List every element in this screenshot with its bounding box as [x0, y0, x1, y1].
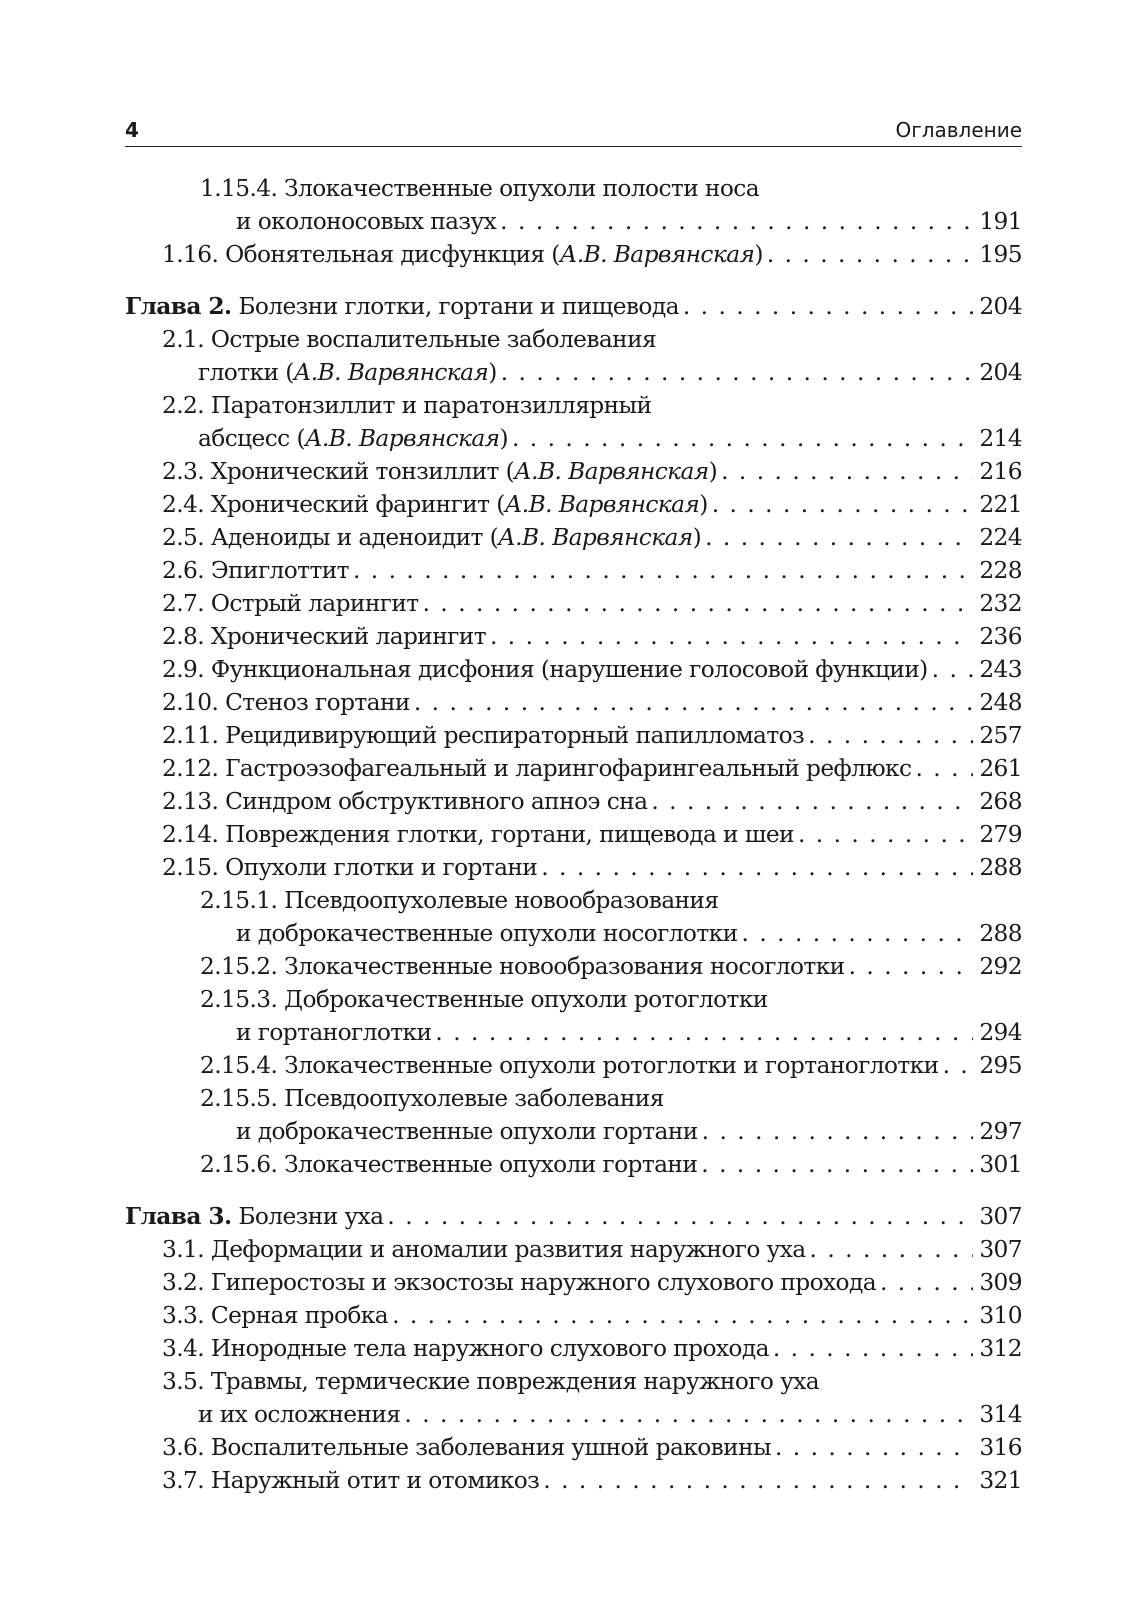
toc-page-number: 297	[979, 1118, 1022, 1145]
toc-entry-title: и гортаноглотки	[236, 1019, 432, 1046]
toc-entry-author: А.В. Варвянская	[293, 359, 489, 386]
dot-leader	[541, 851, 973, 884]
toc-entry-text	[162, 1266, 876, 1299]
dot-leader	[490, 620, 973, 653]
toc-entry-text	[198, 1398, 400, 1431]
dot-leader	[705, 521, 973, 554]
dot-leader	[712, 488, 974, 521]
toc-entry-title: 2.10. Стеноз гортани	[162, 689, 410, 716]
dot-leader	[512, 422, 973, 455]
toc-entry-text	[236, 917, 738, 950]
toc-page-number: 224	[979, 524, 1022, 551]
toc-entry	[125, 1016, 1022, 1049]
toc-entry	[125, 205, 1022, 238]
dot-leader	[392, 1299, 973, 1332]
toc-page-number: 248	[979, 689, 1022, 716]
toc-page-number: 228	[979, 557, 1022, 584]
toc-entry	[125, 917, 1022, 950]
toc-chapter-entry	[125, 290, 1022, 323]
toc-page-number: 312	[979, 1335, 1022, 1362]
toc-entry-author: А.В. Варвянская	[498, 524, 693, 551]
toc-page-number: 292	[979, 953, 1022, 980]
toc-entry	[125, 653, 1022, 686]
toc-entry-title: 2.5. Аденоиды и аденоидит	[162, 524, 483, 551]
toc-page-number: 309	[979, 1269, 1022, 1296]
toc-entry	[125, 818, 1022, 851]
toc-entry-text	[162, 653, 928, 686]
toc-page-number: 236	[979, 623, 1022, 650]
toc-entry-text	[200, 1049, 939, 1082]
toc-entry-title: 2.13. Синдром обструктивного апноэ сна	[162, 788, 648, 815]
toc-entry-text	[162, 686, 410, 719]
toc-entry-text	[200, 950, 845, 983]
toc-page-number: 307	[979, 1236, 1022, 1263]
toc-entry-text	[162, 752, 911, 785]
toc-entry	[125, 851, 1022, 884]
toc-entry-title: абсцесс	[198, 425, 290, 452]
toc-entry-title: 2.7. Острый ларингит	[162, 590, 419, 617]
toc-entry	[125, 1398, 1022, 1431]
toc-entry-title: 2.15.6. Злокачественные опухоли гортани	[200, 1151, 698, 1178]
toc-entry-title: и их осложнения	[198, 1401, 401, 1428]
toc-entry-title: Болезни глотки, гортани и пищевода	[238, 293, 679, 320]
toc-entry	[125, 752, 1022, 785]
toc-entry-title: 3.1. Деформации и аномалии развития наружного уха	[162, 1236, 806, 1263]
toc-entry-author: А.В. Варвянская	[559, 241, 755, 268]
toc-entry-title: 3.7. Наружный отит и отомикоз	[162, 1467, 540, 1494]
toc-page-number: 191	[979, 208, 1022, 235]
toc-entry	[125, 620, 1022, 653]
toc-entry	[125, 1332, 1022, 1365]
toc-entry-text	[162, 1233, 806, 1266]
toc-line	[125, 884, 1022, 917]
toc-entry-text	[162, 1332, 769, 1365]
toc-entry-author: А.В. Варвянская	[514, 458, 709, 485]
toc-entry	[125, 1266, 1022, 1299]
dot-leader	[721, 455, 973, 488]
dot-leader	[798, 818, 973, 851]
toc-entry-text	[162, 719, 804, 752]
toc-page-number: 321	[979, 1467, 1022, 1494]
toc-page-number: 243	[979, 656, 1022, 683]
toc-entry-author: А.В. Варвянская	[504, 491, 700, 518]
toc-entry-text: 1.16. Обонятельная дисфункция (А.В. Варвянская)	[162, 241, 763, 268]
dot-leader	[702, 1115, 974, 1148]
dot-leader	[387, 1200, 973, 1233]
dot-leader	[501, 356, 974, 389]
dot-leader	[767, 238, 974, 271]
toc-entry-title: 3.6. Воспалительные заболевания ушной раковины	[162, 1434, 771, 1461]
table-of-contents	[125, 172, 1022, 1497]
toc-entry-title: 1.16. Обонятельная дисфункция	[162, 241, 545, 268]
toc-entry-title: 2.15. Опухоли глотки и гортани	[162, 854, 538, 881]
toc-page-number: 288	[979, 920, 1022, 947]
toc-page-number: 204	[979, 293, 1022, 320]
toc-entry-title: 2.14. Повреждения глотки, гортани, пищевода и шеи	[162, 821, 794, 848]
toc-page-number: 316	[979, 1434, 1022, 1461]
running-title: Оглавление	[895, 118, 1022, 142]
toc-entry-author: А.В. Варвянская	[304, 425, 500, 452]
toc-entry-title: Болезни уха	[238, 1203, 384, 1230]
toc-entry	[125, 1115, 1022, 1148]
toc-page-number: 295	[979, 1052, 1022, 1079]
toc-page-number: 221	[979, 491, 1022, 518]
toc-entry-text	[125, 290, 679, 323]
toc-entry-title: 3.3. Серная пробка	[162, 1302, 389, 1329]
toc-entry-text	[162, 1464, 539, 1497]
toc-entry	[125, 587, 1022, 620]
dot-leader	[742, 917, 974, 950]
toc-entry-text: 2.15.5. Псевдоопухолевые заболевания	[200, 1085, 664, 1112]
section-gap	[125, 1181, 1022, 1200]
toc-line	[125, 1365, 1022, 1398]
toc-entry	[125, 785, 1022, 818]
toc-page-number: 232	[979, 590, 1022, 617]
dot-leader	[651, 785, 973, 818]
dot-leader	[423, 587, 974, 620]
dot-leader	[773, 1332, 973, 1365]
dot-leader	[414, 686, 974, 719]
dot-leader	[932, 653, 974, 686]
toc-entry-title: 2.9. Функциональная дисфония (нарушение голосовой функции)	[162, 656, 928, 683]
toc-line	[125, 983, 1022, 1016]
toc-entry-text	[162, 1431, 771, 1464]
dot-leader	[849, 950, 974, 983]
toc-entry-text: 2.1. Острые воспалительные заболевания	[162, 326, 657, 353]
dot-leader	[915, 752, 973, 785]
dot-leader	[943, 1049, 974, 1082]
chapter-label: Глава 3.	[125, 1203, 232, 1230]
toc-page-number: 195	[979, 241, 1022, 268]
toc-entry-title: и доброкачественные опухоли гортани	[236, 1118, 698, 1145]
dot-leader	[775, 1431, 973, 1464]
toc-entry-text	[162, 785, 647, 818]
toc-page-number: 268	[979, 788, 1022, 815]
toc-entry-text: глотки (А.В. Варвянская)	[198, 359, 497, 386]
toc-entry-text	[125, 1200, 383, 1233]
toc-entry-title: и доброкачественные опухоли носоглотки	[236, 920, 738, 947]
toc-page-number: 279	[979, 821, 1022, 848]
toc-entry-text: 1.15.4. Злокачественные опухоли полости носа	[200, 175, 760, 202]
dot-leader	[808, 719, 973, 752]
toc-entry	[125, 1431, 1022, 1464]
toc-entry	[125, 488, 1022, 521]
dot-leader	[880, 1266, 973, 1299]
toc-chapter-entry	[125, 1200, 1022, 1233]
toc-entry-title: 2.6. Эпиглоттит	[162, 557, 349, 584]
toc-entry-title: 2.15.4. Злокачественные опухоли ротоглотки и гортаноглотки	[200, 1052, 939, 1079]
toc-entry	[125, 1299, 1022, 1332]
dot-leader	[435, 1016, 973, 1049]
toc-entry-title: 2.3. Хронический тонзиллит	[162, 458, 499, 485]
toc-entry-text: 2.4. Хронический фарингит (А.В. Варвянская)	[162, 491, 708, 518]
toc-entry	[125, 719, 1022, 752]
toc-entry-text	[236, 1115, 698, 1148]
toc-entry	[125, 1049, 1022, 1082]
toc-entry	[125, 554, 1022, 587]
toc-entry	[125, 238, 1022, 271]
toc-line	[125, 1082, 1022, 1115]
toc-entry-text	[162, 851, 537, 884]
toc-entry-title: и околоносовых пазух	[236, 208, 497, 235]
toc-line	[125, 389, 1022, 422]
toc-entry-text	[236, 205, 496, 238]
toc-page-number: 307	[979, 1203, 1022, 1230]
toc-entry-text	[162, 1299, 388, 1332]
toc-page-number: 314	[979, 1401, 1022, 1428]
toc-entry-text: 2.2. Паратонзиллит и паратонзиллярный	[162, 392, 652, 419]
toc-entry-title: 2.15.2. Злокачественные новообразования носоглотки	[200, 953, 845, 980]
toc-page-number: 204	[979, 359, 1022, 386]
toc-entry-title: 2.8. Хронический ларингит	[162, 623, 486, 650]
toc-entry-text	[162, 620, 486, 653]
toc-entry-text: 2.3. Хронический тонзиллит (А.В. Варвянская)	[162, 458, 718, 485]
toc-entry-title: глотки	[198, 359, 279, 386]
section-gap	[125, 271, 1022, 290]
toc-entry	[125, 455, 1022, 488]
toc-entry-text: 2.15.1. Псевдоопухолевые новообразования	[200, 887, 719, 914]
toc-entry	[125, 1464, 1022, 1497]
toc-entry-text: 2.5. Аденоиды и аденоидит (А.В. Варвянская)	[162, 524, 702, 551]
toc-entry-text	[200, 1148, 697, 1181]
toc-entry-title: 3.4. Инородные тела наружного слухового прохода	[162, 1335, 769, 1362]
toc-entry-text	[162, 587, 419, 620]
toc-entry-title: 2.11. Рецидивирующий респираторный папилломатоз	[162, 722, 805, 749]
toc-entry-text	[162, 818, 794, 851]
page-header	[125, 112, 1022, 147]
toc-entry-text: 3.5. Травмы, термические повреждения наружного уха	[162, 1368, 820, 1395]
dot-leader	[500, 205, 973, 238]
toc-entry	[125, 356, 1022, 389]
toc-entry-title: 2.4. Хронический фарингит	[162, 491, 490, 518]
toc-entry	[125, 686, 1022, 719]
toc-page-number: 288	[979, 854, 1022, 881]
toc-page-number: 257	[979, 722, 1022, 749]
toc-entry	[125, 521, 1022, 554]
toc-entry	[125, 422, 1022, 455]
dot-leader	[683, 290, 973, 323]
toc-entry-text: 2.15.3. Доброкачественные опухоли ротоглотки	[200, 986, 768, 1013]
toc-page-number: 261	[979, 755, 1022, 782]
toc-entry-text: абсцесс (А.В. Варвянская)	[198, 425, 508, 452]
dot-leader	[701, 1148, 973, 1181]
toc-entry-text	[162, 554, 349, 587]
dot-leader	[404, 1398, 973, 1431]
toc-entry-title: 2.12. Гастроэзофагеальный и ларингофарингеальный рефлюкс	[162, 755, 912, 782]
toc-page-number: 216	[979, 458, 1022, 485]
toc-page-number: 301	[979, 1151, 1022, 1178]
dot-leader	[543, 1464, 973, 1497]
toc-page-number: 214	[979, 425, 1022, 452]
toc-entry	[125, 1233, 1022, 1266]
toc-line	[125, 323, 1022, 356]
dot-leader	[810, 1233, 974, 1266]
toc-page-number: 310	[979, 1302, 1022, 1329]
toc-line	[125, 172, 1022, 205]
toc-entry-title: 3.2. Гиперостозы и экзостозы наружного слухового прохода	[162, 1269, 876, 1296]
toc-entry	[125, 950, 1022, 983]
chapter-label: Глава 2.	[125, 293, 232, 320]
toc-page-number: 294	[979, 1019, 1022, 1046]
toc-entry	[125, 1148, 1022, 1181]
dot-leader	[353, 554, 973, 587]
toc-entry-text	[236, 1016, 431, 1049]
page-number: 4	[125, 118, 139, 142]
